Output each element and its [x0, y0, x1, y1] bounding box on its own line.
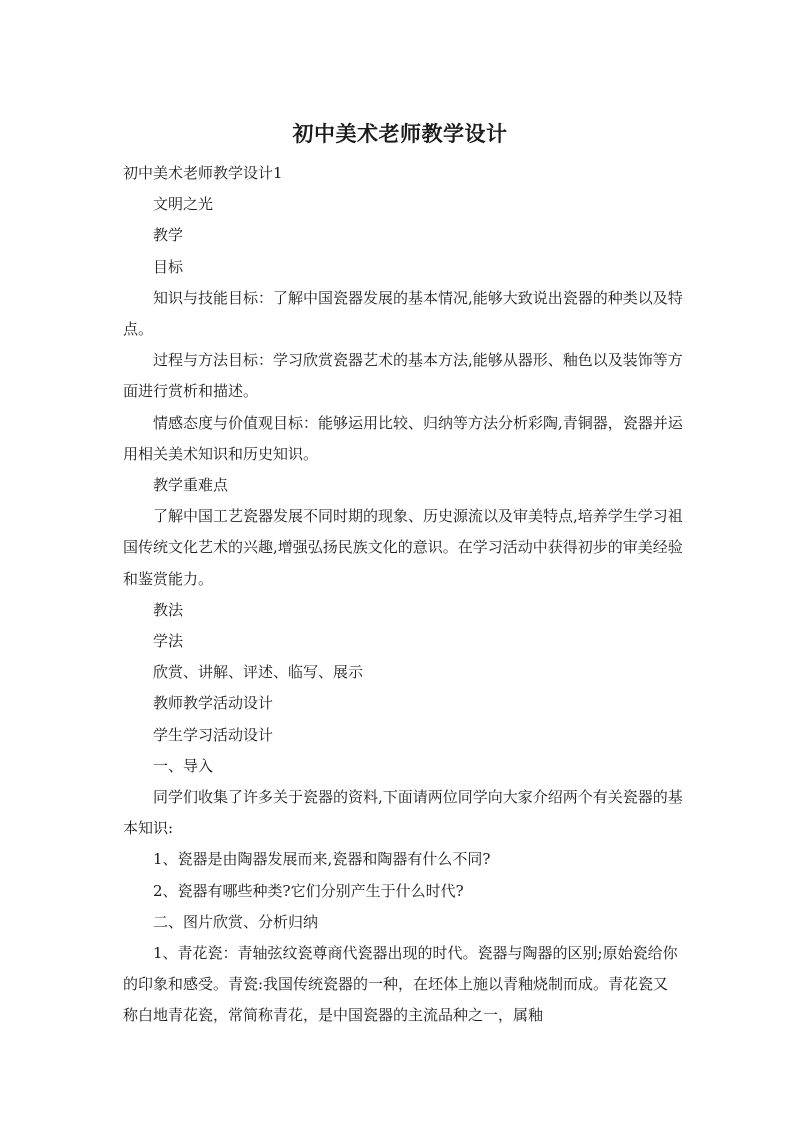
paragraph: 知识与技能目标：了解中国瓷器发展的基本情况,能够大致说出瓷器的种类以及特点。	[123, 288, 683, 339]
paragraph: 一、导入	[153, 756, 214, 775]
paragraph: 学法	[153, 632, 184, 651]
paragraph: 目标	[153, 257, 184, 276]
paragraph: 教学	[153, 226, 184, 245]
paragraph: 教法	[153, 600, 184, 619]
paragraph: 欣赏、讲解、评述、临写、展示	[153, 663, 364, 682]
paragraph: 2、瓷器有哪些种类?它们分别产生于什么时代?	[153, 881, 464, 900]
document-body	[123, 158, 683, 1032]
paragraph: 教师教学活动设计	[153, 694, 274, 713]
document-title: 初中美术老师教学设计	[292, 122, 508, 146]
paragraph: 过程与方法目标：学习欣赏瓷器艺术的基本方法,能够从器形、釉色以及装饰等方面进行赏析和描述。	[123, 351, 683, 401]
paragraph: 同学们收集了许多关于瓷器的资料,下面请两位同学向大家介绍两个有关瓷器的基本知识:	[123, 788, 683, 838]
paragraph: 二、图片欣赏、分析归纳	[153, 912, 319, 931]
paragraph: 学生学习活动设计	[153, 725, 274, 744]
paragraph: 1、青花瓷：青轴弦纹瓷尊商代瓷器出现的时代。瓷器与陶器的区别;原始瓷给你的印象和感受。青瓷:我国传统瓷器的一种，在坯体上施以青釉烧制而成。青花瓷又称白地青花瓷，常简称青花，是中国瓷器的主流品种之一，属釉	[123, 944, 678, 1025]
section-heading: 初中美术老师教学设计1	[123, 164, 283, 182]
paragraph: 情感态度与价值观目标：能够运用比较、归纳等方法分析彩陶,青铜器，瓷器并运用相关美术知识和历史知识。	[123, 413, 683, 463]
paragraph: 教学重难点	[153, 476, 229, 495]
paragraph: 了解中国工艺瓷器发展不同时期的现象、历史源流以及审美特点,培养学生学习祖国传统文化艺术的兴趣,增强弘扬民族文化的意识。在学习活动中获得初步的审美经验和鉴赏能力。	[123, 507, 683, 588]
paragraph: 1、瓷器是由陶器发展而来,瓷器和陶器有什么不同?	[153, 850, 491, 869]
paragraph: 文明之光	[153, 195, 214, 214]
